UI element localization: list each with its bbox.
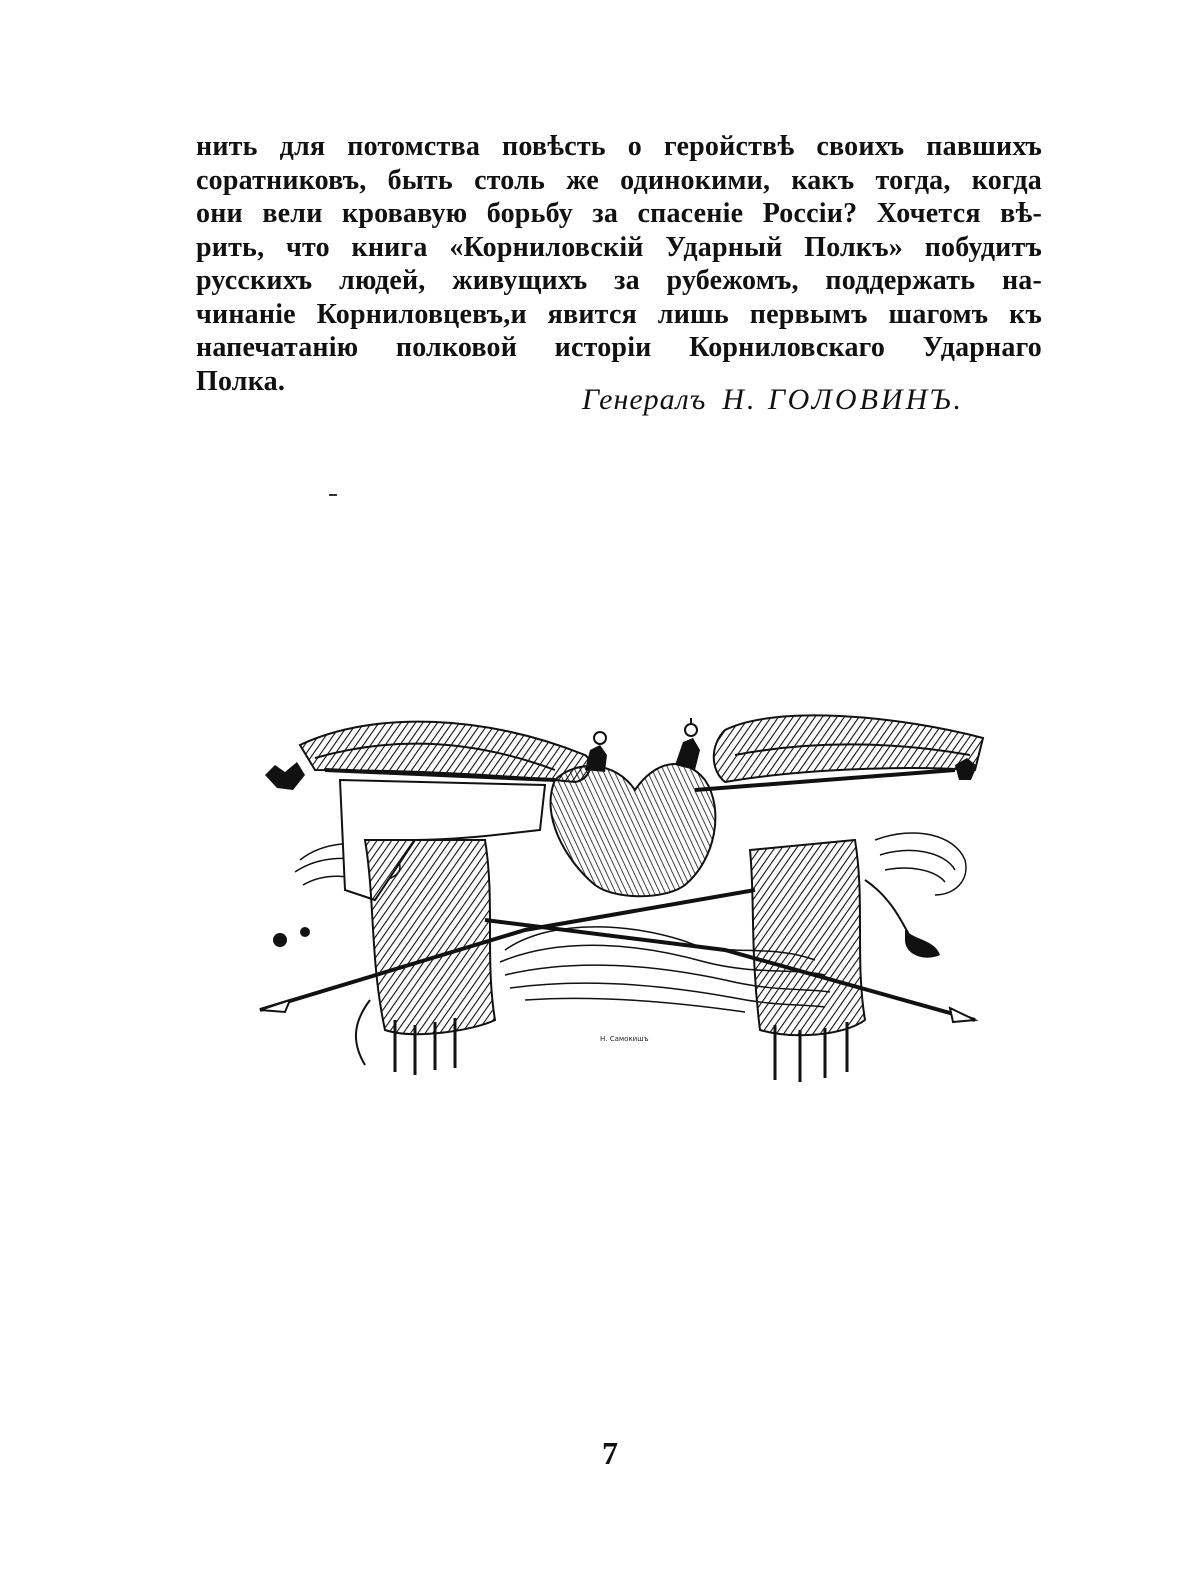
page-number: 7: [602, 1435, 618, 1471]
left-banner: [340, 780, 545, 1075]
signature-rank: Генералъ: [582, 383, 707, 416]
print-speck: [329, 494, 337, 496]
author-signature: [582, 383, 964, 417]
text-line: соратниковъ, быть столь же одинокими, какъ тогда, когда: [196, 164, 1042, 196]
right-banner: [750, 840, 940, 1082]
artist-signature: Н. Самокишъ: [600, 1035, 649, 1043]
body-text: [196, 130, 1042, 398]
text-line: русскихъ людей, живущихъ за рубежомъ, поддержать на-: [196, 265, 1042, 296]
signature-name: Н. ГОЛОВИНЪ.: [722, 383, 965, 416]
eagle-banners-illustration: [255, 700, 990, 1090]
text-line: нить для потомства повѣсть о геройствѣ своихъ павшихъ: [196, 131, 1042, 162]
text-line: они вели кровавую борьбу за спасеніе Россіи? Хочется вѣ-: [196, 198, 1042, 229]
double-headed-eagle: [551, 718, 716, 896]
text-line: чинаніе Корниловцевъ,и явится лишь первымъ шагомъ къ: [196, 298, 1042, 330]
text-line: Полка.: [196, 365, 286, 397]
eagle-banners-drawing: [255, 700, 990, 1090]
text-line: напечатанію полковой исторіи Корниловскаго Ударнаго: [196, 332, 1042, 363]
text-line: рить, что книга «Корниловскій Ударный Полкъ» побудитъ: [196, 231, 1042, 263]
